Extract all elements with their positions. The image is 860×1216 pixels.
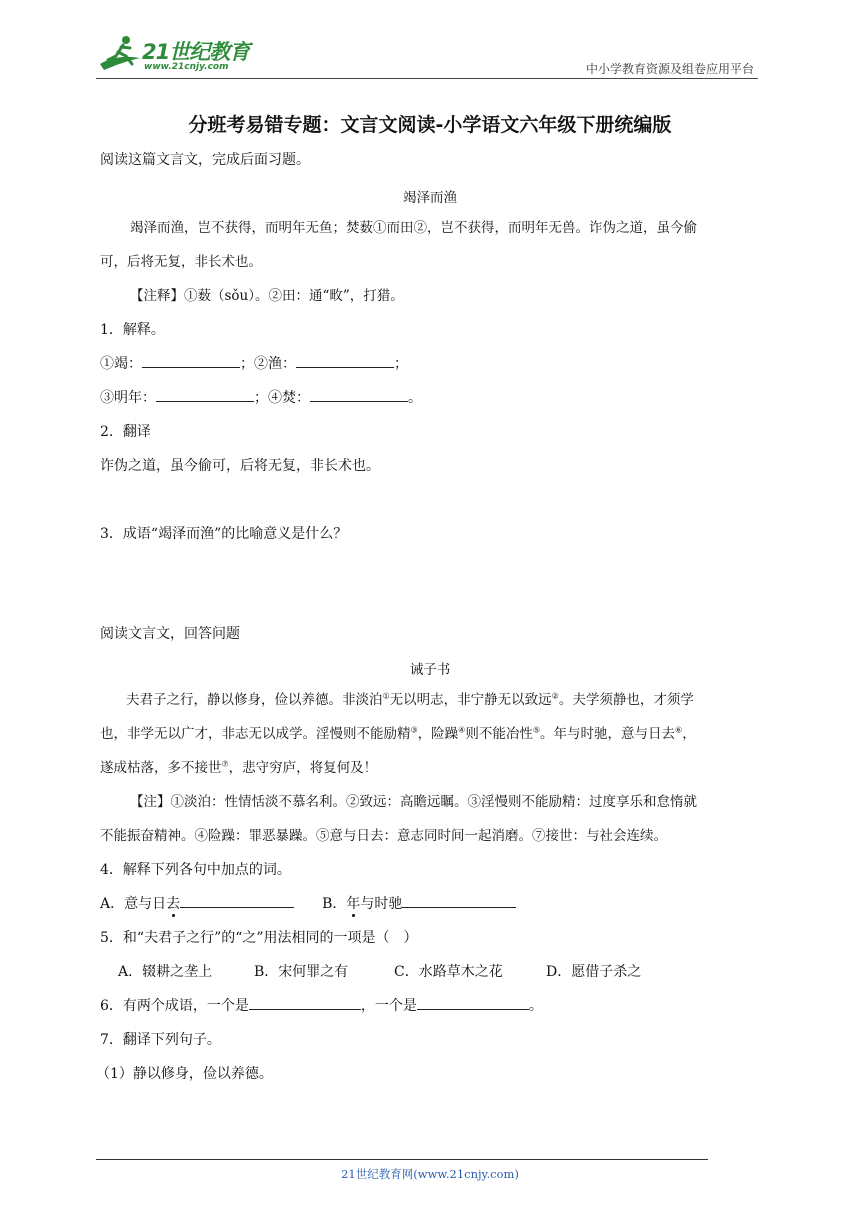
passage-text: 遂成枯落，多不接世 (100, 760, 222, 776)
footnote-marker: ① (382, 691, 390, 701)
q5-option[interactable]: A．辍耕之垄上 (118, 964, 213, 980)
footnote-marker: ③ (410, 725, 418, 735)
section1-intro: 阅读这篇文言文，完成后面习题。 (100, 152, 310, 168)
q5-title: 5．和“夫君子之行”的“之”用法相同的一项是（ ） (100, 930, 418, 946)
footnote-marker: ⑥ (675, 725, 683, 735)
q1-label-c: ③明年： (100, 390, 156, 406)
answer-blank[interactable] (142, 354, 240, 368)
q7-item-1: （1）静以修身，俭以养德。 (96, 1066, 273, 1082)
q6-text: 6．有两个成语，一个是 (100, 998, 249, 1014)
q7-title: 7．翻译下列句子。 (100, 1032, 221, 1048)
passage2-line2 (100, 724, 696, 744)
passage1-title: 竭泽而渔 (403, 190, 457, 206)
answer-blank[interactable] (249, 996, 361, 1010)
passage-text: 也，非学无以广才，非志无以成学。淫慢则不能励精 (100, 726, 411, 742)
q1-title: 1．解释。 (100, 322, 165, 338)
passage-text: 则不能冶性 (465, 726, 533, 742)
q2-title: 2．翻译 (100, 424, 151, 440)
passage1-note: 【注释】①薮（sǒu）。②田：通“畋”，打猎。 (130, 288, 404, 304)
q1-label-b: ；②渔： (240, 356, 296, 372)
q3-title: 3．成语“竭泽而渔”的比喻意义是什么？ (100, 526, 348, 542)
q4-option-b-text: 与时驰 (360, 896, 403, 912)
header-logo (96, 34, 266, 78)
footnote-marker: ④ (458, 725, 466, 735)
section2-intro: 阅读文言文，回答问题 (100, 626, 240, 642)
runner-icon (96, 34, 144, 76)
q1-row2 (100, 388, 422, 408)
passage-text: ，悲守穷庐，将复何及！ (228, 760, 378, 776)
passage1-line2: 可，后将无复，非长术也。 (100, 254, 262, 270)
passage-text: 无以明志，非宁静无以致远 (389, 692, 552, 708)
logo-text: 21世纪教育 (142, 40, 250, 64)
passage-text: ， (682, 726, 696, 742)
answer-blank[interactable] (296, 354, 394, 368)
footer-rule (96, 1159, 708, 1160)
dotted-char: 去 (166, 896, 181, 912)
page-title: 分班考易错专题：文言文阅读-小学语文六年级下册统编版 (188, 114, 672, 136)
header-rule (96, 78, 758, 79)
q2-text: 诈伪之道，虽今偷可，后将无复，非长术也。 (100, 458, 380, 474)
q5-options (118, 962, 641, 982)
q5-option[interactable]: D．愿借子杀之 (546, 964, 642, 980)
q6-text: 。 (528, 998, 543, 1014)
q5-option[interactable]: B．宋何罪之有 (254, 964, 349, 980)
q1-end1: ； (394, 356, 408, 372)
answer-blank[interactable] (417, 996, 529, 1010)
footnote-marker: ② (551, 691, 559, 701)
answer-blank[interactable] (156, 388, 254, 402)
header-platform-text: 中小学教育资源及组卷应用平台 (585, 62, 754, 76)
passage-text: ，险躁 (417, 726, 459, 742)
passage1-line1: 竭泽而渔，岂不获得，而明年无鱼；焚薮①而田②，岂不获得，而明年无兽。诈伪之道，虽今偷 (130, 220, 697, 236)
passage2-line3 (100, 758, 377, 778)
passage2-note-line1: 【注】①淡泊：性情恬淡不慕名利。②致远：高瞻远瞩。③淫慢则不能励精：过度享乐和怠惰就 (130, 794, 697, 810)
passage-text: 。年与时驰，意与日去 (540, 726, 676, 742)
q1-label-d: ；④焚： (254, 390, 310, 406)
answer-blank[interactable] (310, 388, 408, 402)
q6-row (100, 996, 543, 1016)
q1-label-a: ①竭： (100, 356, 142, 372)
q1-end2: 。 (408, 390, 422, 406)
footnote-marker: ⑦ (221, 759, 229, 769)
passage-text: 夫君子之行，静以修身，俭以养德。非淡泊 (126, 692, 383, 708)
logo-url: www.21cnjy.com (144, 62, 229, 72)
q5-option[interactable]: C．水路草木之花 (394, 964, 503, 980)
passage2-line1 (126, 690, 694, 710)
dotted-char: 年 (346, 896, 361, 912)
passage-text: 。夫学须静也，才须学 (558, 692, 694, 708)
q6-text: ，一个是 (360, 998, 417, 1014)
q4-options (100, 894, 516, 914)
q1-row1 (100, 354, 408, 374)
answer-blank[interactable] (402, 894, 516, 908)
passage2-title: 诫子书 (409, 662, 451, 678)
answer-blank[interactable] (180, 894, 294, 908)
footer-text[interactable]: 21世纪教育网(www.21cnjy.com) (341, 1167, 519, 1181)
q4-option-b-text: B． (322, 896, 347, 912)
q4-option-a-text: A．意与日 (100, 896, 167, 912)
passage2-note-line2: 不能振奋精神。④险躁：罪恶暴躁。⑤意与日去：意志同时间一起消磨。⑦接世：与社会连续。 (100, 828, 667, 844)
footnote-marker: ⑤ (532, 725, 541, 735)
q4-title: 4．解释下列各句中加点的词。 (100, 862, 291, 878)
